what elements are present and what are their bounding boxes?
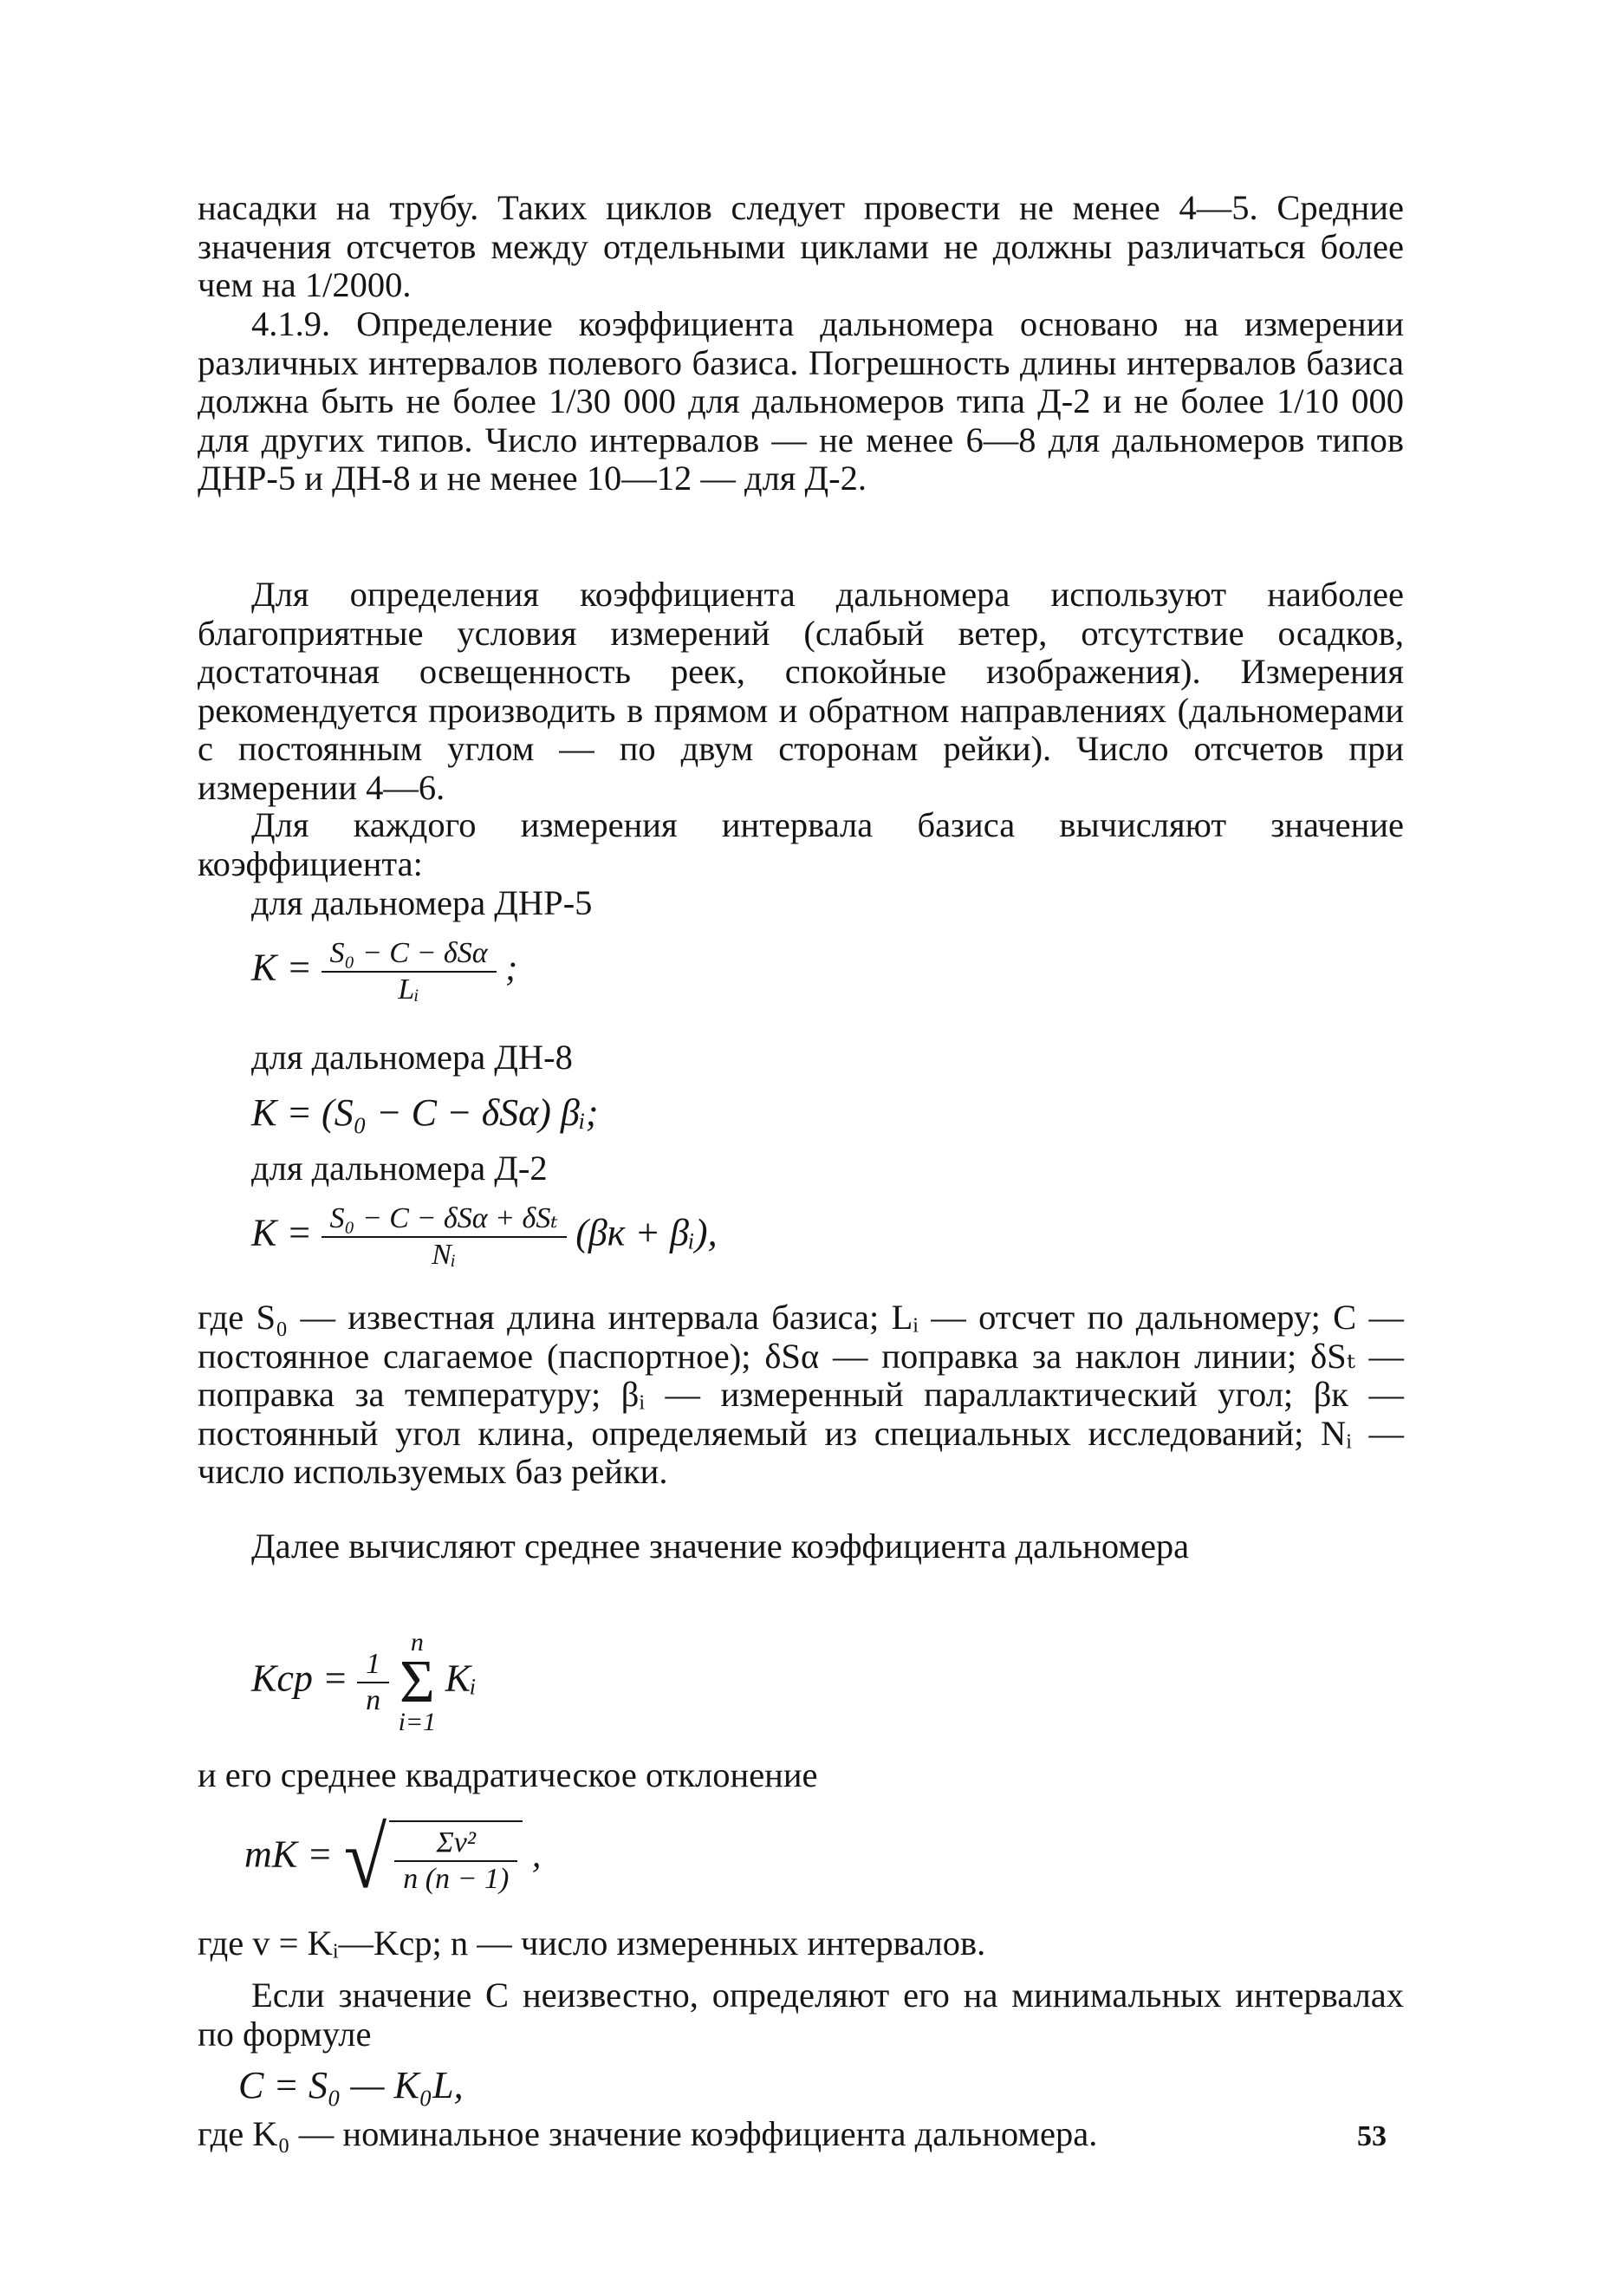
summation-upper-limit: n: [410, 1628, 424, 1657]
label-dn8: для дальномера ДН-8: [251, 1038, 573, 1077]
formula-mk-fraction: [394, 1826, 517, 1897]
paragraph-v-definition: где v = Kᵢ—Kср; n — число измеренных интервалов.: [198, 1924, 986, 1963]
formula-mk-lhs: mK =: [244, 1833, 333, 1876]
summation-lower-limit: i=1: [398, 1708, 437, 1736]
paragraph-coefficient-intro: Для каждого измерения интервала базиса вычисляют значение коэффициента:: [198, 805, 1404, 883]
formula-kcp-denominator: n: [366, 1684, 381, 1716]
formula-mk: [244, 1810, 542, 1906]
summation-sign: Σ: [400, 1649, 435, 1715]
label-d2: для дальномера Д-2: [251, 1149, 548, 1188]
formula-mk-denominator: n (n − 1): [403, 1863, 510, 1895]
formula-kcp: [251, 1630, 477, 1735]
formula-d2-fraction: [322, 1201, 567, 1273]
formula-dnr5: [251, 936, 517, 1007]
paragraph-symbol-definitions: где S₀ — известная длина интервала базиса; Lᵢ — отсчет по дальномеру; C — постоянное слагаемое (паспортное); δSα — поправка за наклон линии; δSₜ — поправка за температуру; βᵢ — измеренный параллактический угол; βк — постоянный угол клина, определяемый из специальных исследований; Nᵢ — число используемых баз рейки.: [198, 1298, 1404, 1491]
formula-dn8: K = (S₀ − C − δSα) βᵢ;: [251, 1091, 599, 1134]
formula-dnr5-tail: ;: [505, 948, 518, 989]
paragraph-c-unknown: Если значение C неизвестно, определяют его на минимальных интервалах по формуле: [198, 1976, 1404, 2054]
page-number: 53: [1357, 2120, 1387, 2152]
formula-c: C = S₀ — K₀L,: [238, 2064, 464, 2106]
formula-d2-lhs: K =: [251, 1211, 313, 1254]
formula-dnr5-numerator: S₀ − C − δSα: [322, 936, 497, 973]
formula-kcp-lhs: Kср =: [251, 1657, 348, 1700]
formula-d2-denominator: Nᵢ: [432, 1239, 457, 1271]
formula-dnr5-fraction: [322, 936, 497, 1007]
formula-dnr5-lhs: K =: [251, 946, 313, 989]
paragraph-mean-coefficient: Далее вычисляют среднее значение коэффициента дальномера: [251, 1527, 1190, 1566]
square-root-icon: √: [344, 1810, 387, 1906]
formula-kcp-fraction: [357, 1647, 389, 1718]
summation: [399, 1630, 437, 1735]
paragraph-k0-definition: где K₀ — номинальное значение коэффициента дальномера.: [198, 2114, 1098, 2153]
formula-d2: [251, 1201, 718, 1273]
paragraph-section-4-1-9: 4.1.9. Определение коэффициента дальномера основано на измерении различных интервалов полевого базиса. Погрешность длины интервалов базиса должна быть не более 1/30 000 для дальномеров типа Д-2 и не более 1/10 000 для других типов. Число интервалов — не менее 6—8 для дальномеров типов ДНР-5 и ДН-8 и не менее 10—12 — для Д-2.: [198, 304, 1404, 498]
formula-d2-numerator: S₀ − C − δSα + δSₜ: [322, 1201, 567, 1238]
formula-kcp-term: Kᵢ: [445, 1657, 477, 1700]
formula-mk-radicand: [389, 1820, 523, 1897]
paragraph-continuation: насадки на трубу. Таких циклов следует провести не менее 4—5. Средние значения отсчетов между отдельными циклами не должны различаться более чем на 1/2000.: [198, 188, 1404, 304]
paragraph-measurement-conditions: Для определения коэффициента дальномера используют наиболее благоприятные условия измерений (слабый ветер, отсутствие осадков, достаточная освещенность реек, спокойные изображения). Измерения рекомендуется производить в прямом и обратном направлениях (дальномерами с постоянным углом — по двум сторонам рейки). Число отсчетов при измерении 4—6.: [198, 575, 1404, 807]
formula-mk-tail: ,: [531, 1835, 542, 1876]
label-dnr5: для дальномера ДНР-5: [251, 883, 593, 922]
formula-kcp-numerator: 1: [357, 1647, 389, 1683]
formula-d2-tail: (βк + βᵢ),: [575, 1211, 718, 1254]
paragraph-std-deviation: и его среднее квадратическое отклонение: [198, 1755, 818, 1794]
formula-dnr5-denominator: Lᵢ: [398, 973, 419, 1006]
formula-mk-numerator: Σv²: [394, 1826, 517, 1862]
